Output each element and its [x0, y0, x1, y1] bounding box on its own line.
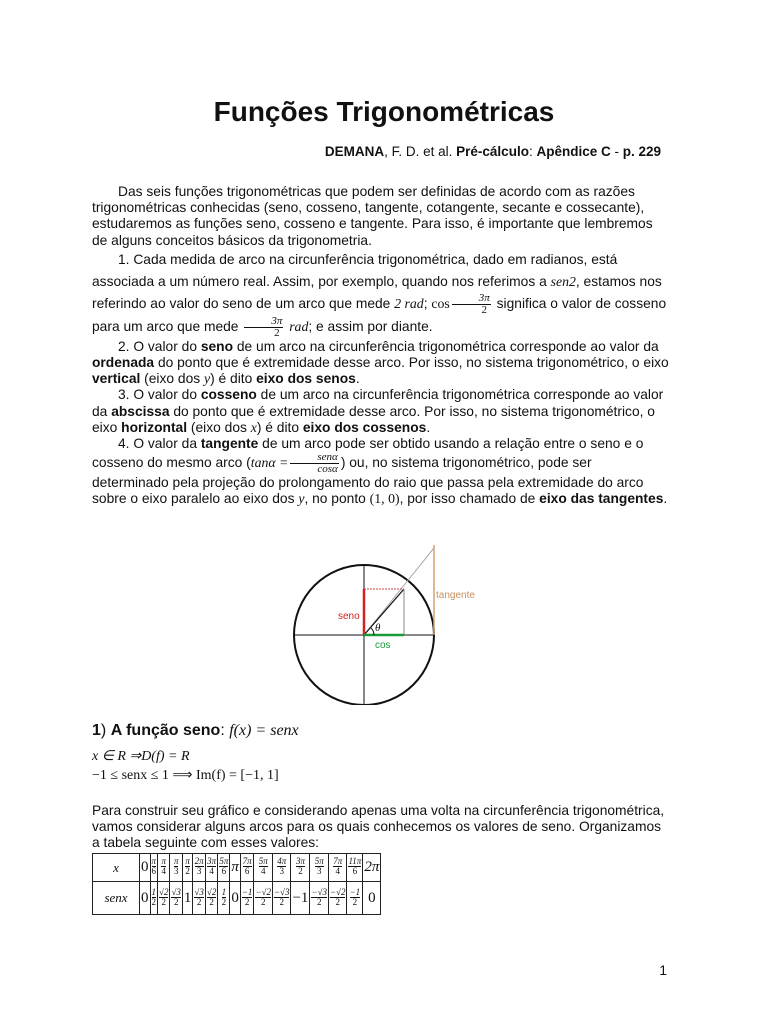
x-fraction-num: 5π: [258, 856, 268, 866]
item4-fraction: [290, 452, 338, 475]
x-fraction-num: π: [185, 856, 190, 866]
senx-fraction: [207, 888, 216, 907]
cos-label: cos: [375, 640, 391, 651]
x-fraction: [277, 857, 286, 876]
senx-fraction: [159, 888, 168, 907]
x-fraction-num: 7π: [242, 856, 252, 866]
item2-bold-eixo-senos: eixo dos senos: [256, 371, 356, 387]
item1-text-c: ;: [423, 295, 432, 311]
item4-text-b: de um arco pode ser obtido usando a relação entre o seno e o cosseno do mesmo arco (: [92, 436, 644, 471]
senx-fraction: [255, 888, 271, 907]
item4-text-d: , no ponto: [304, 491, 370, 507]
table-intro-paragraph: Para construir seu gráfico e considerando apenas uma volta na circunferência trigonométrica, vamos considerar alguns arcos para os quais conhecemos os valores de seno. Organizamos a tabela seguinte com esses valores:: [92, 803, 665, 851]
item1-frac1-num: 3π: [452, 293, 491, 305]
senx-fraction-num: −√2: [329, 886, 346, 897]
x-fraction-num: 2π: [194, 856, 204, 866]
x-fraction-num: 3π: [207, 856, 217, 866]
item3-text-e: ) é dito: [256, 419, 303, 435]
x-cell: [170, 854, 182, 882]
ref-page: p. 229: [622, 144, 661, 159]
senx-cell: 0: [230, 882, 241, 915]
senx-fraction-num: √2: [206, 886, 217, 897]
x-fraction-den: 4: [260, 866, 266, 876]
senx-fraction: [274, 888, 290, 907]
x-fraction-den: 3: [279, 866, 284, 876]
senx-fraction-den: 2: [352, 896, 358, 907]
section-formula: f(x) = senx: [229, 722, 299, 739]
x-fraction-num: 11π: [348, 856, 362, 866]
x-fraction-den: 6: [352, 866, 358, 876]
x-fraction-num: π: [161, 856, 166, 866]
x-fraction-den: 4: [209, 866, 214, 876]
item3-bold-horizontal: horizontal: [121, 419, 188, 435]
item1-frac2-den: 2: [274, 326, 280, 339]
x-cell: [205, 854, 217, 882]
book-reference: [325, 144, 661, 159]
senx-fraction-den: 2: [244, 896, 250, 907]
theta-label: θ: [375, 622, 381, 634]
section-label: A função seno: [110, 722, 221, 739]
senx-fraction-den: 2: [151, 896, 156, 907]
item4-math-y: y: [298, 491, 305, 507]
x-cell: [291, 854, 310, 882]
senx-fraction-num: −√3: [273, 886, 290, 897]
item4-text-c: ) ou, no sistema trigonométrico, pode ser determinado pela projeção do prolongamento do raio que passa pela extremidade do arco sobre o eixo paralelo ao eixo dos: [92, 455, 644, 507]
x-fraction: [185, 857, 190, 876]
senx-cell: [205, 882, 217, 915]
section-colon: :: [220, 722, 230, 739]
x-cell: [240, 854, 254, 882]
senx-cell: [218, 882, 230, 915]
x-fraction-num: 5π: [219, 856, 229, 866]
item1-text-d: significa o valor de cosseno para um arco que mede: [92, 295, 667, 334]
x-fraction-num: π: [173, 856, 179, 866]
senx-fraction: [194, 888, 203, 907]
senx-fraction-num: √3: [171, 886, 181, 897]
x-fraction: [243, 857, 252, 876]
x-fraction: [161, 857, 166, 876]
x-fraction-den: 3: [316, 866, 322, 876]
x-fraction-num: 3π: [295, 856, 305, 866]
senx-fraction-num: −√2: [255, 886, 271, 897]
item2-text-a: 2. O valor do: [118, 338, 201, 354]
intro-paragraph: Das seis funções trigonométricas que podem ser definidas de acordo com as razões trigonométricas conhecidas (seno, cosseno, tangente, cotangente, secante e cossecante), estudaremos as funções seno, cosseno e tangente. Para isso, é importante que lembremos de alguns conceitos básicos da trigonometria.: [92, 184, 653, 248]
section-1-heading: [92, 722, 299, 740]
item1-frac2-num: 3π: [244, 316, 283, 328]
x-fraction-den: 4: [161, 866, 166, 876]
x-fraction: [259, 857, 268, 876]
trig-circle-figure: [280, 540, 490, 705]
senx-cell: [254, 882, 273, 915]
item1-text-e: ; e assim por diante.: [308, 318, 433, 334]
x-fraction: [296, 857, 305, 876]
item3-text-c: do ponto que é extremidade desse arco. Por isso, no sistema trigonométrico, o eixo: [92, 403, 655, 435]
x-cell: 2π: [363, 854, 381, 882]
item2-bold-seno: seno: [200, 338, 234, 354]
senx-cell: [272, 882, 291, 915]
body-text: [92, 184, 670, 508]
item2-bold-vertical: vertical: [92, 371, 141, 387]
tangente-label: tangente: [436, 590, 475, 601]
ref-sep: :: [528, 144, 537, 159]
item1-text-b: , estamos nos referindo ao valor do seno de um arco que mede: [92, 273, 662, 311]
row-label-senx: senx: [93, 882, 140, 915]
x-cell: [254, 854, 273, 882]
senx-cell: [170, 882, 182, 915]
senx-fraction-num: 1: [151, 886, 156, 897]
x-fraction-den: 6: [151, 866, 156, 876]
ref-dash: -: [610, 144, 623, 159]
x-cell: [150, 854, 158, 882]
item-3-paragraph: [92, 387, 670, 436]
item4-frac-den: cosα: [317, 463, 338, 476]
senx-fraction-num: 1: [221, 886, 227, 897]
item2-text-f: .: [355, 371, 360, 387]
x-cell: [328, 854, 347, 882]
section-paren: ): [100, 722, 111, 739]
ref-appendix: Apêndice C: [536, 144, 611, 159]
table-intro: [92, 803, 670, 852]
senx-fraction: [311, 888, 327, 907]
item3-bold-cosseno: cosseno: [200, 387, 257, 403]
senx-cell: [347, 882, 363, 915]
section-number: 1: [92, 722, 101, 739]
x-cell: [272, 854, 291, 882]
senx-fraction-den: 2: [279, 896, 284, 907]
item2-text-e: ) é dito: [210, 371, 257, 387]
item1-fraction-1: [452, 293, 491, 316]
ref-author: DEMANA: [324, 144, 385, 159]
senx-cell: [310, 882, 329, 915]
item1-math-2rad: 2 rad: [394, 295, 424, 311]
item3-text-b: de um arco na circunferência trigonométrica corresponde ao valor da: [92, 387, 664, 419]
seno-label: seno: [338, 611, 360, 622]
x-fraction-num: 4π: [277, 856, 287, 866]
senx-fraction-den: 2: [221, 896, 227, 907]
radius-line: [364, 589, 404, 635]
item4-text-a: 4. O valor da: [118, 436, 201, 452]
x-fraction: [348, 857, 361, 876]
x-fraction-den: 2: [185, 866, 190, 876]
image-line: −1 ≤ senx ≤ 1 ⟹ Im(f) = [−1, 1]: [92, 768, 279, 783]
item1-math-sen2: sen2: [550, 273, 576, 289]
senx-fraction: [171, 888, 180, 907]
domain-image-lines: [92, 747, 279, 785]
x-cell: [182, 854, 193, 882]
item3-bold-abscissa: abscissa: [111, 403, 170, 419]
ref-book: Pré-cálculo: [456, 144, 529, 159]
senx-fraction-num: −1: [349, 886, 361, 897]
item2-math-y: y: [203, 371, 211, 387]
senx-cell: −1: [291, 882, 310, 915]
senx-cell: [328, 882, 347, 915]
item-1-paragraph: [92, 249, 670, 339]
page-title: Funções Trigonométricas: [213, 96, 555, 127]
x-fraction: [315, 857, 324, 876]
senx-fraction-den: 2: [260, 896, 266, 907]
item2-bold-ordenada: ordenada: [92, 355, 155, 371]
item1-math-rad: rad: [289, 318, 309, 334]
ref-initials: , F. D. et al.: [384, 144, 457, 159]
item3-text-f: .: [426, 419, 431, 435]
row-label-x: x: [93, 854, 140, 882]
item3-text-a: 3. O valor do: [118, 387, 201, 403]
item1-text-a: 1. Cada medida de arco na circunferência trigonométrica, dado em radianos, está associada a um número real. Assim, por exemplo, quando nos referimos a: [92, 251, 618, 289]
x-fraction-den: 3: [173, 866, 179, 876]
page-number: 1: [659, 962, 667, 978]
senx-fraction-num: −√3: [311, 886, 327, 897]
x-cell: [158, 854, 170, 882]
x-fraction-den: 2: [298, 866, 303, 876]
x-fraction: [195, 857, 204, 876]
item2-text-c: do ponto que é extremidade desse arco. Por isso, no sistema trigonométrico, o eixo: [154, 355, 669, 371]
senx-fraction-den: 2: [316, 896, 322, 907]
senx-fraction: [152, 888, 157, 907]
x-fraction-num: 7π: [333, 856, 343, 866]
item4-math-point: (1, 0): [369, 491, 400, 507]
senx-fraction-den: 2: [209, 896, 214, 907]
item2-text-d: (eixo dos: [140, 371, 204, 387]
senx-cell: [240, 882, 254, 915]
item4-text-e: , por isso chamado de: [399, 491, 540, 507]
item3-text-d: (eixo dos: [187, 419, 251, 435]
senx-fraction-den: 2: [161, 896, 166, 907]
x-fraction-den: 6: [221, 866, 227, 876]
senx-cell: 0: [363, 882, 381, 915]
table-row-x: [93, 854, 381, 882]
x-fraction: [207, 857, 216, 876]
senx-cell: [158, 882, 170, 915]
x-fraction: [174, 857, 179, 876]
x-fraction: [152, 857, 157, 876]
item2-text-b: de um arco na circunferência trigonométrica corresponde ao valor da: [233, 338, 659, 354]
x-fraction-num: π: [151, 856, 157, 866]
x-fraction-num: 5π: [314, 856, 324, 866]
senx-fraction-num: √3: [194, 886, 204, 897]
senx-cell: 0: [140, 882, 151, 915]
senx-fraction: [350, 888, 361, 907]
senx-cell: 1: [182, 882, 193, 915]
item3-math-x: x: [250, 419, 257, 435]
x-fraction-den: 3: [196, 866, 202, 876]
item3-bold-eixo-cossenos: eixo dos cossenos: [302, 419, 427, 435]
item4-bold-tangente: tangente: [200, 436, 259, 452]
senx-fraction-den: 2: [173, 896, 179, 907]
item1-frac1-den: 2: [481, 303, 488, 316]
item1-fraction-2: [244, 316, 283, 339]
senx-cell: [150, 882, 158, 915]
domain-line: x ∈ R ⇒D(f) = R: [92, 749, 190, 764]
senx-fraction-num: √2: [159, 886, 169, 897]
item-4-paragraph: [92, 436, 670, 508]
senx-fraction-den: 2: [196, 896, 202, 907]
x-cell: [310, 854, 329, 882]
item4-bold-eixo-tangentes: eixo das tangentes: [539, 491, 664, 507]
x-fraction-den: 6: [244, 866, 250, 876]
senx-fraction: [222, 888, 227, 907]
senx-fraction: [242, 888, 253, 907]
item4-text-f: .: [663, 491, 668, 507]
table-row-senx: [93, 882, 381, 915]
senx-fraction-num: −1: [241, 886, 253, 897]
senx-fraction: [330, 888, 346, 907]
senx-fraction-den: 2: [335, 896, 340, 907]
x-cell: [347, 854, 363, 882]
x-fraction: [219, 857, 228, 876]
sine-values-table: [92, 853, 381, 915]
x-fraction-den: 4: [335, 866, 340, 876]
item1-math-cos: cos: [431, 295, 450, 311]
x-fraction: [333, 857, 342, 876]
x-cell: [218, 854, 230, 882]
senx-cell: [193, 882, 205, 915]
x-cell: π: [230, 854, 241, 882]
x-cell: 0: [140, 854, 151, 882]
x-cell: [193, 854, 205, 882]
item4-frac-num: senα: [290, 452, 338, 464]
item-2-paragraph: [92, 339, 670, 388]
item4-math-tan: tanα =: [250, 455, 289, 471]
